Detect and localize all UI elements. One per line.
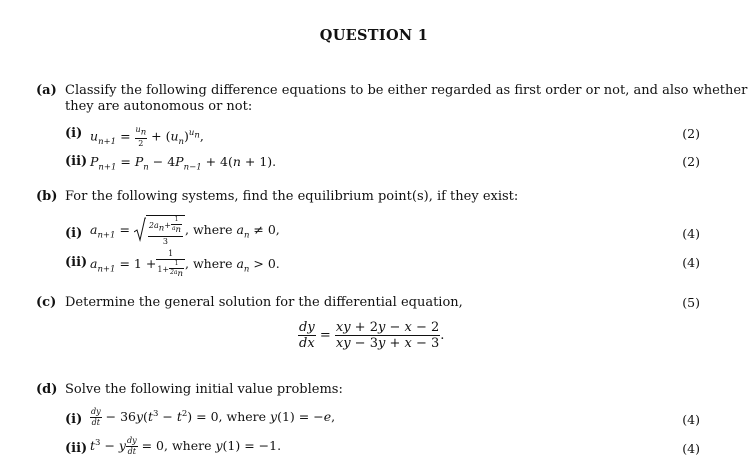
part-d-text: Solve the following initial value problems: (65, 382, 343, 397)
part-a-ii-equation: $P_{n+1} = P_n - 4P_{n-1} + 4(n + 1)$. (90, 154, 277, 173)
part-a-text-line2: they are autonomous or not: (65, 99, 253, 114)
part-a-ii-marks: (2) (682, 154, 700, 169)
question-title: QUESTION 1 (319, 27, 429, 44)
part-c-equation: $\frac{dy}{dx}$ = $\frac{xy + 2y - x - 2}{xy - 3y + x - 3}$ . (299, 320, 445, 351)
part-a-text-line1: Classify the following difference equations to be either regarded as first order or not, and also whether (65, 83, 748, 98)
part-d-ii-label: (ii) (65, 441, 88, 456)
part-b-i-label: (i) (65, 226, 83, 241)
part-c-label: (c) (36, 295, 57, 310)
part-b-text: For the following systems, find the equilibrium point(s), if they exist: (65, 189, 519, 204)
part-a-i-equation: $u_{n+1}$ = $\frac{u_n}{2}$ + $(u_n)^{u_n}$, (90, 125, 204, 149)
part-c-text: Determine the general solution for the differential equation, (65, 295, 463, 310)
part-d-label: (d) (36, 382, 58, 397)
part-a-i-marks: (2) (682, 126, 700, 141)
part-a-label: (a) (36, 83, 57, 98)
part-b-ii-marks: (4) (682, 255, 700, 270)
part-d-ii-equation: $t^3 - y$ $\frac{dy}{dt}$ = 0, where y(1) = −1. (90, 436, 282, 456)
part-b-i-equation: $a_{n+1}$ = $2a_n+$ $\frac{1}{a_n}$ 3 , where $a_n \ne 0$, (90, 216, 280, 246)
part-d-i-label: (i) (65, 412, 83, 427)
part-d-ii-marks: (4) (682, 441, 700, 456)
part-d-i-equation: $\frac{dy}{dt}$ − $36y(t^3 - t^2) = 0$, where y(1) = −e, (91, 407, 336, 427)
part-b-i-marks: (4) (682, 226, 700, 241)
part-d-i-marks: (4) (682, 412, 700, 427)
part-a-i-label: (i) (65, 126, 83, 141)
part-b-label: (b) (36, 189, 58, 204)
sqrt-sign (134, 217, 146, 243)
part-b-ii-label: (ii) (65, 255, 88, 270)
part-b-ii-equation: $a_{n+1} = 1$ + 1 1+ $\frac{1}{2a_n}$ , where $a_n > 0$. (90, 249, 280, 280)
part-a-ii-label: (ii) (65, 154, 88, 169)
part-c-marks: (5) (682, 295, 700, 310)
